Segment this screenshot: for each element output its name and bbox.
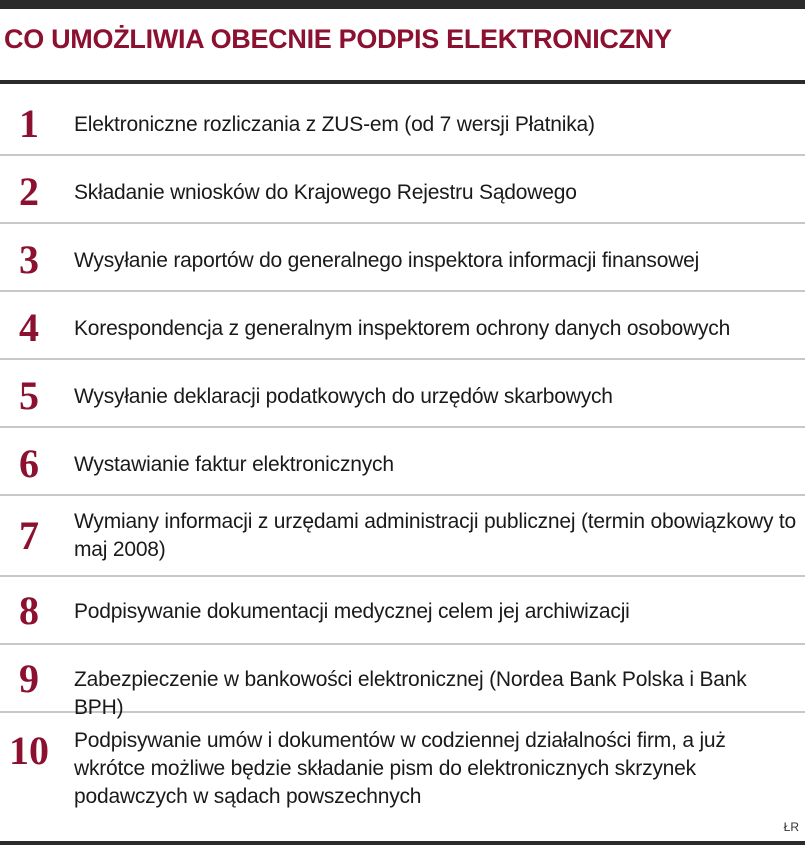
item-text: Wymiany informacji z urzędami administracji publicznej (termin obowiązkowy to maj 2008) — [74, 510, 796, 561]
list-item — [0, 360, 805, 428]
item-number: 7 — [19, 513, 39, 558]
item-text: Korespondencja z generalnym inspektorem ochrony danych osobowych — [74, 317, 731, 340]
item-text: Podpisywanie dokumentacji medycznej celem jej archiwizacji — [74, 600, 630, 623]
item-list — [0, 84, 805, 828]
item-text: Zabezpieczenie w bankowości elektronicznej (Nordea Bank Polska i Bank BPH) — [74, 668, 747, 719]
list-item — [0, 84, 805, 156]
list-item — [0, 577, 805, 645]
item-text: Wysyłanie deklaracji podatkowych do urzędów skarbowych — [74, 385, 613, 408]
item-text: Elektroniczne rozliczania z ZUS-em (od 7 wersji Płatnika) — [74, 113, 595, 136]
list-item — [0, 224, 805, 292]
page-title: CO UMOŻLIWIA OBECNIE PODPIS ELEKTRONICZNY — [4, 24, 672, 54]
item-number: 9 — [19, 656, 39, 701]
item-text: Wysyłanie raportów do generalnego inspektora informacji finansowej — [74, 249, 700, 272]
item-number: 4 — [19, 305, 39, 350]
list-item — [0, 645, 805, 719]
bottom-rule — [0, 841, 805, 845]
item-text: Podpisywanie umów i dokumentów w codziennej działalności firm, a już wkrótce możliwe będzie składanie pism do elektronicznych skrzynek podawczych w sądach powszechnych — [74, 729, 726, 808]
item-number: 2 — [19, 169, 39, 214]
item-number: 1 — [19, 101, 39, 146]
item-number: 8 — [19, 588, 39, 633]
item-text: Wystawianie faktur elektronicznych — [74, 453, 394, 476]
item-number: 10 — [9, 728, 49, 773]
list-item — [0, 496, 805, 577]
item-number: 6 — [19, 441, 39, 486]
list-item — [0, 156, 805, 224]
author-credit: ŁR — [783, 820, 799, 834]
item-text: Składanie wniosków do Krajowego Rejestru Sądowego — [74, 181, 577, 204]
list-item — [0, 292, 805, 360]
item-number: 5 — [19, 373, 39, 418]
top-bar — [0, 0, 805, 9]
list-item — [0, 428, 805, 496]
list-item — [0, 713, 805, 828]
item-number: 3 — [19, 237, 39, 282]
